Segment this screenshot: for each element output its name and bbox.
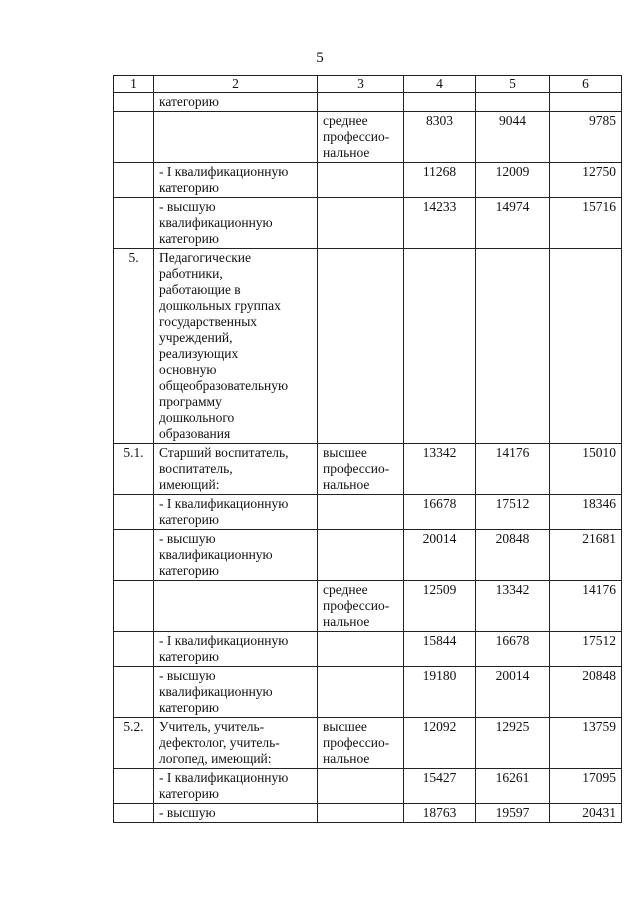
salary-cell-col6: 17095 [550,769,622,804]
table-row [114,495,622,530]
position-cell: Педагогические работники, работающие в дошкольных группах государственных учреждений, реализующих основную общеобразовательную программу дошкольного образования [154,249,318,444]
position-cell: - высшую квалификационную категорию [154,667,318,718]
education-cell: высшее профессио- нальное [318,444,404,495]
table-row [114,93,622,112]
position-cell [154,112,318,163]
header-cell-1: 1 [114,76,154,93]
position-cell: - I квалификационную категорию [154,769,318,804]
table-row [114,444,622,495]
salary-cell-col4: 12509 [404,581,476,632]
position-cell: Учитель, учитель- дефектолог, учитель- логопед, имеющий: [154,718,318,769]
salary-cell-col5: 13342 [476,581,550,632]
position-cell: - I квалификационную категорию [154,163,318,198]
position-cell: категорию [154,93,318,112]
row-number-cell [114,93,154,112]
header-cell-2: 2 [154,76,318,93]
table-row [114,163,622,198]
salary-table-body [114,76,622,823]
row-number-cell [114,530,154,581]
row-number-cell [114,198,154,249]
education-cell [318,667,404,718]
salary-cell-col4: 15844 [404,632,476,667]
table-row [114,667,622,718]
table-header-row [114,76,622,93]
salary-cell-col5 [476,93,550,112]
row-number-cell [114,495,154,530]
position-cell: - высшую [154,804,318,823]
salary-cell-col5: 20014 [476,667,550,718]
education-cell [318,804,404,823]
salary-cell-col4 [404,249,476,444]
salary-cell-col5 [476,249,550,444]
education-cell [318,163,404,198]
salary-cell-col5: 14176 [476,444,550,495]
table-row [114,632,622,667]
table-row [114,804,622,823]
table-row [114,530,622,581]
salary-cell-col5: 14974 [476,198,550,249]
salary-cell-col4: 13342 [404,444,476,495]
row-number-cell [114,667,154,718]
salary-cell-col6 [550,93,622,112]
row-number-cell: 5.2. [114,718,154,769]
position-cell: - I квалификационную категорию [154,495,318,530]
position-cell: Старший воспитатель, воспитатель, имеющий: [154,444,318,495]
row-number-cell [114,581,154,632]
salary-cell-col5: 12925 [476,718,550,769]
salary-cell-col4: 11268 [404,163,476,198]
header-cell-4: 4 [404,76,476,93]
salary-cell-col5: 20848 [476,530,550,581]
row-number-cell: 5.1. [114,444,154,495]
salary-cell-col6: 14176 [550,581,622,632]
salary-cell-col5: 9044 [476,112,550,163]
header-cell-5: 5 [476,76,550,93]
salary-cell-col4: 12092 [404,718,476,769]
education-cell: среднее профессио- нальное [318,581,404,632]
salary-cell-col5: 12009 [476,163,550,198]
salary-cell-col4: 20014 [404,530,476,581]
row-number-cell [114,769,154,804]
salary-cell-col4 [404,93,476,112]
salary-cell-col5: 17512 [476,495,550,530]
education-cell [318,530,404,581]
row-number-cell [114,112,154,163]
salary-cell-col4: 14233 [404,198,476,249]
salary-cell-col6 [550,249,622,444]
education-cell [318,495,404,530]
salary-cell-col6: 12750 [550,163,622,198]
salary-cell-col6: 18346 [550,495,622,530]
page-number: 5 [316,50,324,66]
row-number-cell [114,163,154,198]
table-row [114,718,622,769]
row-number-cell [114,632,154,667]
row-number-cell: 5. [114,249,154,444]
education-cell: среднее профессио- нальное [318,112,404,163]
salary-cell-col6: 15010 [550,444,622,495]
education-cell [318,249,404,444]
table-row [114,112,622,163]
salary-cell-col4: 19180 [404,667,476,718]
salary-cell-col4: 16678 [404,495,476,530]
position-cell [154,581,318,632]
position-cell: - высшую квалификационную категорию [154,530,318,581]
header-cell-6: 6 [550,76,622,93]
salary-cell-col4: 18763 [404,804,476,823]
row-number-cell [114,804,154,823]
education-cell [318,632,404,667]
salary-cell-col4: 15427 [404,769,476,804]
salary-cell-col4: 8303 [404,112,476,163]
position-cell: - I квалификационную категорию [154,632,318,667]
salary-cell-col5: 16261 [476,769,550,804]
salary-cell-col6: 20431 [550,804,622,823]
salary-cell-col6: 15716 [550,198,622,249]
salary-cell-col6: 13759 [550,718,622,769]
table-row [114,581,622,632]
table-row [114,198,622,249]
salary-cell-col5: 19597 [476,804,550,823]
table-row [114,769,622,804]
salary-cell-col6: 9785 [550,112,622,163]
education-cell: высшее профессио- нальное [318,718,404,769]
education-cell [318,769,404,804]
salary-table [113,75,622,823]
education-cell [318,93,404,112]
salary-cell-col5: 16678 [476,632,550,667]
education-cell [318,198,404,249]
position-cell: - высшую квалификационную категорию [154,198,318,249]
salary-cell-col6: 21681 [550,530,622,581]
salary-cell-col6: 17512 [550,632,622,667]
header-cell-3: 3 [318,76,404,93]
salary-cell-col6: 20848 [550,667,622,718]
table-row [114,249,622,444]
